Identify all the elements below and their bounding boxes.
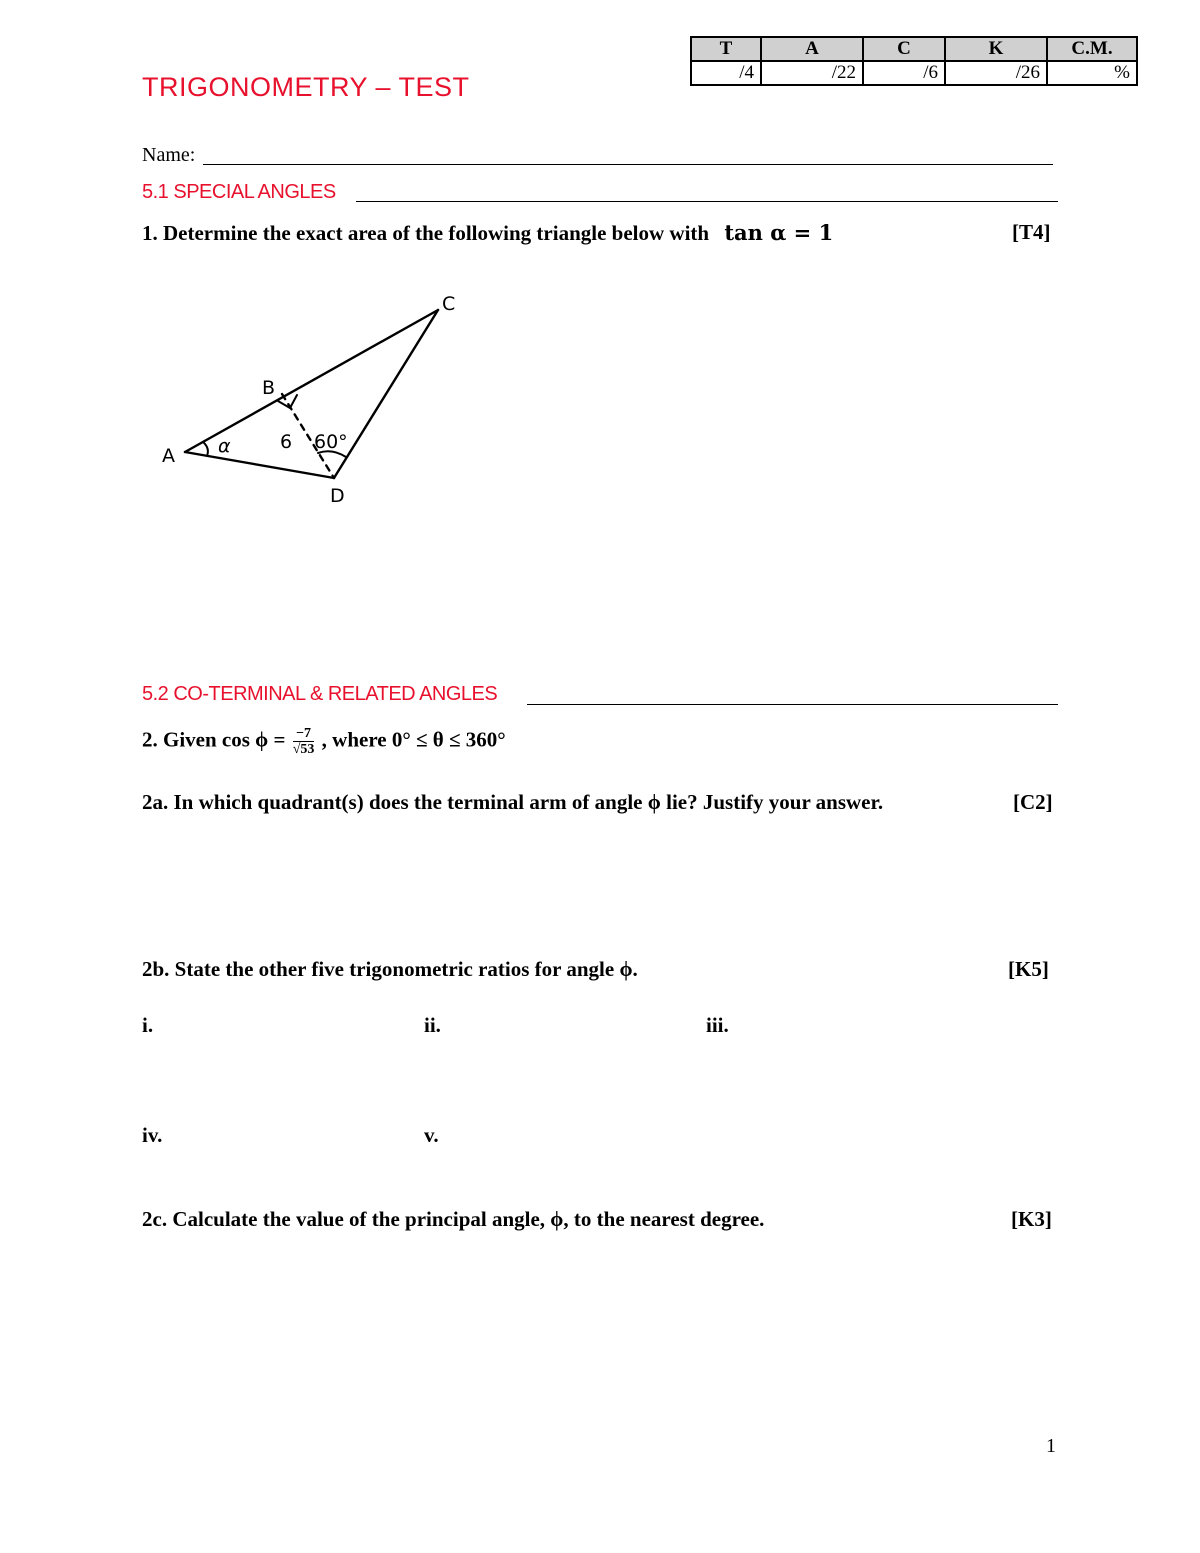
score-header-cm: C.M. — [1047, 37, 1137, 61]
vertex-label-b: B — [262, 377, 276, 399]
question-1-mark: [T4] — [1012, 220, 1051, 244]
question-1-math: tan α = 1 — [724, 220, 834, 245]
score-value-cm: % — [1047, 61, 1137, 85]
answer-item-v: v. — [424, 1123, 439, 1147]
fraction-denominator: √53 — [292, 742, 315, 757]
section-heading-special-angles: 5.1 SPECIAL ANGLES — [142, 181, 336, 203]
question-2c-mark: [K3] — [1011, 1207, 1052, 1231]
answer-item-iv: iv. — [142, 1123, 163, 1147]
triangle-figure — [150, 280, 480, 510]
question-2a-mark: [C2] — [1013, 790, 1053, 814]
vertex-label-a: A — [162, 445, 175, 467]
score-header-k: K — [945, 37, 1047, 61]
question-1 — [142, 220, 833, 246]
fraction-numerator: −7 — [293, 726, 315, 742]
section-heading-coterminal: 5.2 CO-TERMINAL & RELATED ANGLES — [142, 683, 498, 705]
score-value-t: /4 — [691, 61, 761, 85]
alpha-arc — [203, 442, 208, 456]
question-2a: 2a. In which quadrant(s) does the terminal arm of angle ϕ lie? Justify your answer. — [142, 790, 884, 814]
score-value-a: /22 — [761, 61, 863, 85]
score-header-t: T — [691, 37, 761, 61]
section-rule — [527, 704, 1058, 705]
question-1-text: 1. Determine the exact area of the following triangle below with — [142, 221, 710, 245]
question-2-suffix: , where 0° ≤ θ ≤ 360° — [321, 727, 506, 752]
score-header-c: C — [863, 37, 945, 61]
question-2b-mark: [K5] — [1008, 957, 1049, 981]
name-field-line[interactable] — [203, 164, 1053, 165]
score-value-k: /26 — [945, 61, 1047, 85]
score-table-header-row — [691, 37, 1137, 61]
question-2c: 2c. Calculate the value of the principal angle, ϕ, to the nearest degree. — [142, 1207, 765, 1231]
name-label: Name: — [142, 144, 196, 166]
cos-fraction — [293, 726, 315, 757]
vertex-label-d: D — [330, 485, 345, 507]
score-header-a: A — [761, 37, 863, 61]
question-2-prefix: 2. Given cos ϕ = — [142, 727, 286, 752]
page-title: TRIGONOMETRY – TEST — [142, 72, 470, 102]
vertex-label-c: C — [442, 293, 456, 315]
segment-length-label: 6 — [280, 431, 293, 453]
angle-60-label: 60° — [314, 431, 348, 453]
question-2 — [142, 726, 506, 757]
answer-item-iii: iii. — [706, 1013, 729, 1037]
side-ac — [185, 310, 438, 452]
score-value-c: /6 — [863, 61, 945, 85]
score-table-value-row — [691, 61, 1137, 85]
alpha-label: α — [218, 435, 231, 457]
page-number: 1 — [1046, 1435, 1056, 1457]
score-table — [690, 36, 1138, 86]
section-rule — [356, 201, 1058, 202]
answer-item-ii: ii. — [424, 1013, 441, 1037]
side-cd — [334, 310, 438, 478]
question-2b: 2b. State the other five trigonometric ratios for angle ϕ. — [142, 957, 638, 981]
answer-item-i: i. — [142, 1013, 154, 1037]
